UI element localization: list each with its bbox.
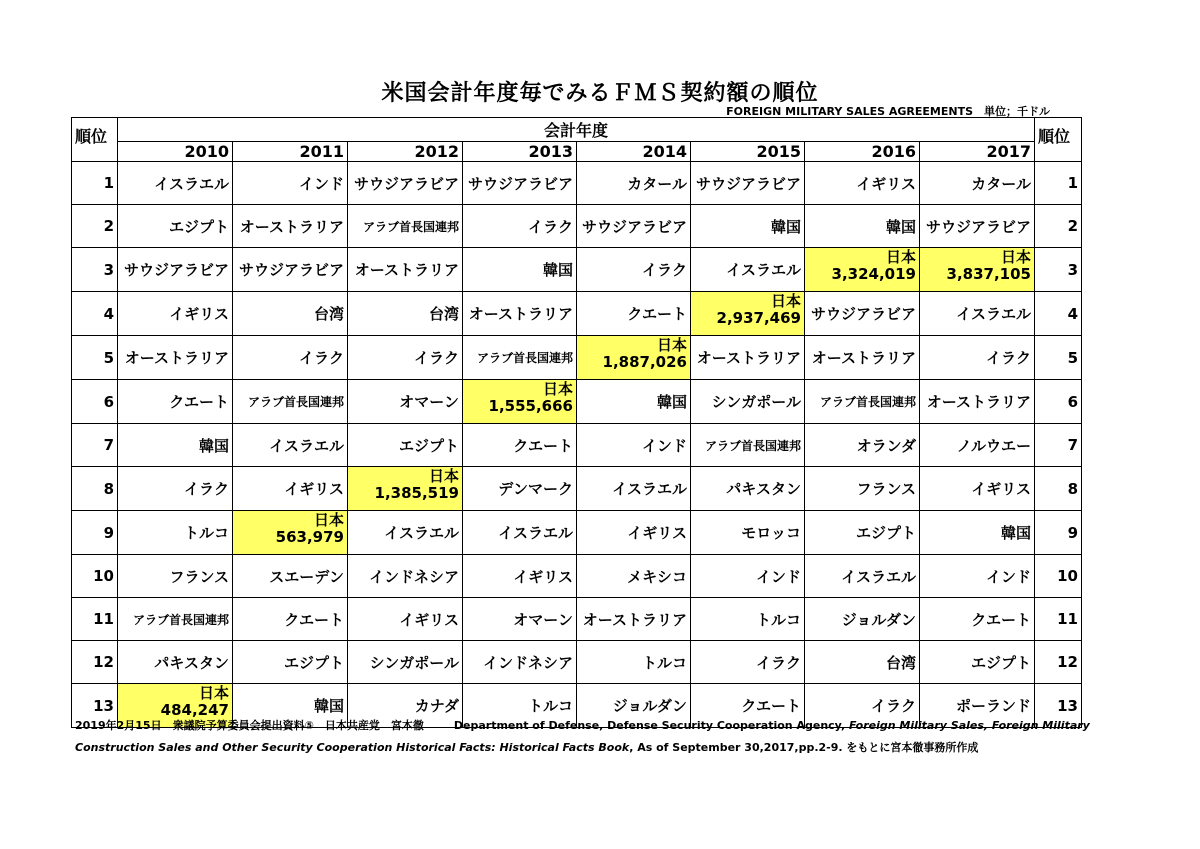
country-cell: インド: [577, 424, 691, 467]
country-cell: トルコ: [118, 511, 233, 555]
country-cell: オマーン: [348, 380, 463, 424]
rank-number-right: 6: [1035, 380, 1082, 424]
country-cell: 台湾: [348, 292, 463, 336]
country-name: 日本: [313, 511, 344, 529]
rank-number-left: 11: [72, 598, 118, 641]
country-name: 日本: [656, 336, 687, 354]
rank-number-left: 8: [72, 467, 118, 511]
country-cell: サウジアラビア: [118, 248, 233, 292]
country-cell: インドネシア: [348, 555, 463, 598]
rank-number-right: 3: [1035, 248, 1082, 292]
country-cell: イギリス: [920, 467, 1035, 511]
country-cell: 台湾: [233, 292, 348, 336]
rank-number-right: 13: [1035, 684, 1082, 728]
rank-number-left: 1: [72, 162, 118, 205]
country-cell: イラク: [118, 467, 233, 511]
rank-header-right: 順位: [1035, 118, 1082, 162]
year-header: 2010: [118, 142, 233, 162]
rank-number-left: 13: [72, 684, 118, 728]
country-cell: アラブ首長国連邦: [805, 380, 920, 424]
country-cell: エジプト: [805, 511, 920, 555]
country-cell: サウジアラビア: [233, 248, 348, 292]
country-cell: イスラエル: [348, 511, 463, 555]
country-cell: エジプト: [233, 641, 348, 684]
country-cell: オーストラリア: [920, 380, 1035, 424]
contract-amount: 484,247: [160, 701, 229, 719]
country-cell: トルコ: [691, 598, 805, 641]
fms-ranking-table: [71, 117, 1082, 728]
country-cell: クエート: [691, 684, 805, 728]
country-cell: インド: [920, 555, 1035, 598]
country-cell: オーストラリア: [691, 336, 805, 380]
contract-amount: 563,979: [275, 528, 344, 546]
year-header: 2017: [920, 142, 1035, 162]
table-row: [72, 641, 1082, 684]
table-row: [72, 424, 1082, 467]
country-cell: メキシコ: [577, 555, 691, 598]
country-cell: エジプト: [118, 205, 233, 248]
contract-amount: 1,555,666: [488, 397, 573, 415]
country-cell: イスラエル: [920, 292, 1035, 336]
country-cell: イラク: [233, 336, 348, 380]
rank-number-right: 7: [1035, 424, 1082, 467]
country-cell: イラク: [805, 684, 920, 728]
country-cell: アラブ首長国連邦: [233, 380, 348, 424]
country-cell: カタール: [920, 162, 1035, 205]
country-cell: イギリス: [577, 511, 691, 555]
country-cell: エジプト: [920, 641, 1035, 684]
rank-number-right: 11: [1035, 598, 1082, 641]
year-header: 2012: [348, 142, 463, 162]
year-header: 2013: [463, 142, 577, 162]
table-row: [72, 555, 1082, 598]
japan-highlight-cell: [577, 336, 691, 380]
rank-number-right: 1: [1035, 162, 1082, 205]
year-header: 2015: [691, 142, 805, 162]
contract-amount: 3,324,019: [831, 265, 916, 283]
country-name: 日本: [542, 380, 573, 398]
contract-amount: 1,385,519: [374, 484, 459, 502]
country-name: 日本: [428, 467, 459, 485]
country-cell: ジョルダン: [577, 684, 691, 728]
country-name: 日本: [1000, 248, 1031, 266]
country-cell: イラク: [348, 336, 463, 380]
country-cell: クエート: [463, 424, 577, 467]
japan-highlight-cell: [463, 380, 577, 424]
table-row: [72, 292, 1082, 336]
japan-highlight-cell: [920, 248, 1035, 292]
rank-number-left: 3: [72, 248, 118, 292]
year-header: 2016: [805, 142, 920, 162]
table-row: [72, 336, 1082, 380]
country-cell: オーストラリア: [118, 336, 233, 380]
country-cell: サウジアラビア: [691, 162, 805, 205]
country-cell: イスラエル: [463, 511, 577, 555]
country-cell: モロッコ: [691, 511, 805, 555]
rank-number-right: 8: [1035, 467, 1082, 511]
rank-number-left: 2: [72, 205, 118, 248]
rank-number-right: 4: [1035, 292, 1082, 336]
country-cell: ポーランド: [920, 684, 1035, 728]
country-cell: アラブ首長国連邦: [691, 424, 805, 467]
country-cell: シンガポール: [348, 641, 463, 684]
rank-number-right: 2: [1035, 205, 1082, 248]
country-cell: フランス: [118, 555, 233, 598]
country-cell: カタール: [577, 162, 691, 205]
country-cell: 韓国: [463, 248, 577, 292]
country-cell: イラク: [577, 248, 691, 292]
footer-submission-note: 2019年2月15日 衆議院予算委員会提出資料⑤ 日本共産党 宮本徹: [75, 719, 424, 732]
rank-header-left: 順位: [72, 118, 118, 162]
country-cell: アラブ首長国連邦: [118, 598, 233, 641]
country-cell: 韓国: [577, 380, 691, 424]
country-cell: イスラエル: [691, 248, 805, 292]
country-cell: オーストラリア: [233, 205, 348, 248]
units-subtitle: FOREIGN MILITARY SALES AGREEMENTS 単位；千ドル: [726, 105, 1050, 118]
country-cell: イギリス: [233, 467, 348, 511]
country-cell: 韓国: [691, 205, 805, 248]
contract-amount: 1,887,026: [602, 353, 687, 371]
table-row: [72, 511, 1082, 555]
country-cell: 韓国: [233, 684, 348, 728]
table-row: [72, 248, 1082, 292]
country-cell: イギリス: [805, 162, 920, 205]
country-cell: 韓国: [118, 424, 233, 467]
country-cell: パキスタン: [691, 467, 805, 511]
country-cell: シンガポール: [691, 380, 805, 424]
country-cell: ジョルダン: [805, 598, 920, 641]
japan-highlight-cell: [233, 511, 348, 555]
country-cell: フランス: [805, 467, 920, 511]
country-cell: ノルウエー: [920, 424, 1035, 467]
country-cell: スエーデン: [233, 555, 348, 598]
country-cell: イギリス: [118, 292, 233, 336]
country-cell: オーストラリア: [805, 336, 920, 380]
country-cell: サウジアラビア: [920, 205, 1035, 248]
country-cell: トルコ: [463, 684, 577, 728]
country-cell: インド: [691, 555, 805, 598]
country-cell: サウジアラビア: [348, 162, 463, 205]
rank-number-left: 12: [72, 641, 118, 684]
country-cell: トルコ: [577, 641, 691, 684]
year-header: 2011: [233, 142, 348, 162]
country-cell: 韓国: [805, 205, 920, 248]
country-cell: パキスタン: [118, 641, 233, 684]
rank-number-right: 9: [1035, 511, 1082, 555]
country-cell: クエート: [118, 380, 233, 424]
country-cell: オーストラリア: [577, 598, 691, 641]
table-row: [72, 598, 1082, 641]
footer-source-plain: Department of Defense, Defense Security Cooperation Agency,: [453, 719, 849, 732]
japan-highlight-cell: [348, 467, 463, 511]
page-title: 米国会計年度毎でみるＦＭＳ契約額の順位: [381, 81, 819, 106]
year-header-row: [72, 142, 1082, 162]
japan-highlight-cell: [805, 248, 920, 292]
country-cell: インドネシア: [463, 641, 577, 684]
rank-number-left: 9: [72, 511, 118, 555]
country-cell: クエート: [920, 598, 1035, 641]
country-cell: オーストラリア: [463, 292, 577, 336]
rank-number-left: 5: [72, 336, 118, 380]
country-cell: 台湾: [805, 641, 920, 684]
country-cell: イギリス: [348, 598, 463, 641]
country-cell: クエート: [577, 292, 691, 336]
country-cell: サウジアラビア: [805, 292, 920, 336]
country-cell: イラク: [463, 205, 577, 248]
country-cell: イスラエル: [805, 555, 920, 598]
table-row: [72, 467, 1082, 511]
country-cell: オマーン: [463, 598, 577, 641]
rank-number-left: 4: [72, 292, 118, 336]
contract-amount: 3,837,105: [946, 265, 1031, 283]
footer-source-title: Construction Sales and Other Security Cooperation Historical Facts: Historical Facts Book: [75, 741, 630, 754]
rank-number-left: 10: [72, 555, 118, 598]
footer-line-1: [75, 717, 1090, 733]
country-cell: サウジアラビア: [463, 162, 577, 205]
rank-number-right: 5: [1035, 336, 1082, 380]
country-cell: デンマーク: [463, 467, 577, 511]
footer-source-italic: Foreign Military Sales, Foreign Military: [849, 719, 1090, 732]
rank-number-left: 7: [72, 424, 118, 467]
country-cell: オランダ: [805, 424, 920, 467]
country-cell: イスラエル: [118, 162, 233, 205]
country-cell: 韓国: [920, 511, 1035, 555]
country-cell: イギリス: [463, 555, 577, 598]
year-header: 2014: [577, 142, 691, 162]
rank-number-right: 12: [1035, 641, 1082, 684]
country-name: 日本: [198, 684, 229, 702]
japan-highlight-cell: [691, 292, 805, 336]
country-cell: インド: [233, 162, 348, 205]
fiscal-year-header: 会計年度: [118, 118, 1035, 142]
country-cell: イラク: [920, 336, 1035, 380]
country-cell: アラブ首長国連邦: [463, 336, 577, 380]
country-cell: クエート: [233, 598, 348, 641]
table-row: [72, 380, 1082, 424]
country-cell: サウジアラビア: [577, 205, 691, 248]
footer-line-2: [75, 739, 978, 755]
contract-amount: 2,937,469: [716, 309, 801, 327]
country-name: 日本: [770, 292, 801, 310]
country-cell: カナダ: [348, 684, 463, 728]
table-row: [72, 205, 1082, 248]
country-cell: イラク: [691, 641, 805, 684]
country-cell: アラブ首長国連邦: [348, 205, 463, 248]
table-row: [72, 162, 1082, 205]
country-cell: イスラエル: [577, 467, 691, 511]
rank-number-right: 10: [1035, 555, 1082, 598]
country-cell: オーストラリア: [348, 248, 463, 292]
country-cell: エジプト: [348, 424, 463, 467]
country-name: 日本: [885, 248, 916, 266]
footer-source-date: , As of September 30,2017,pp.2-9. をもとに宮本徹事務所作成: [629, 741, 979, 754]
rank-number-left: 6: [72, 380, 118, 424]
country-cell: イスラエル: [233, 424, 348, 467]
